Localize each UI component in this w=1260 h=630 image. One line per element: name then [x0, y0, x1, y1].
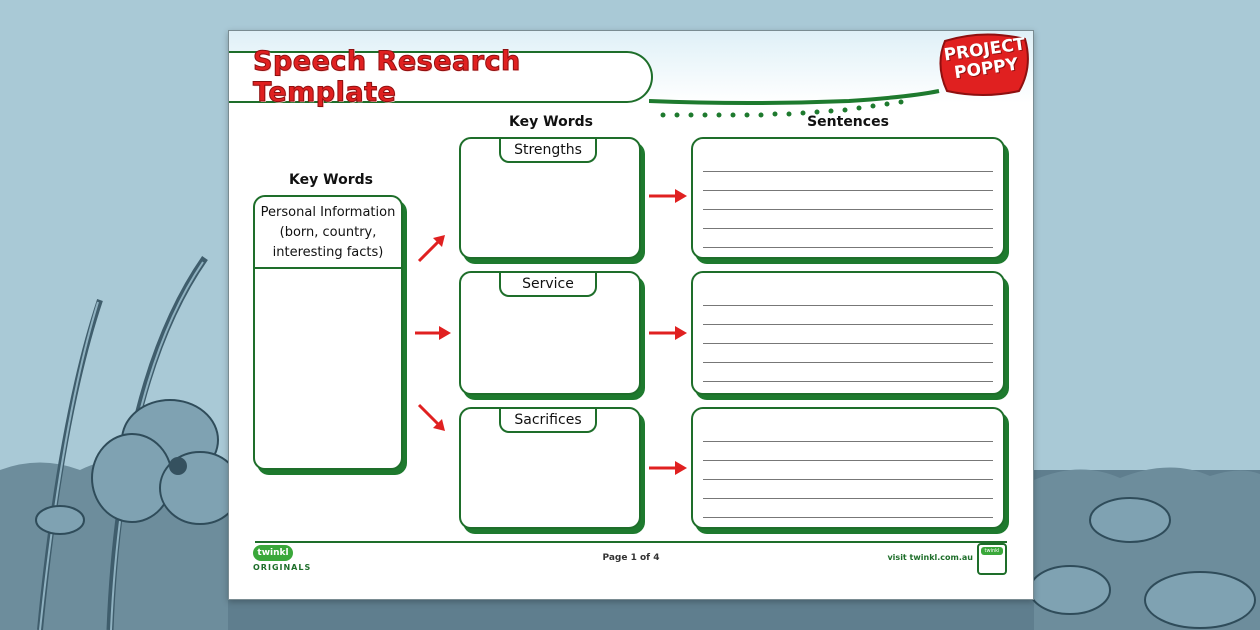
sacrifices-box	[459, 407, 641, 529]
title-banner	[229, 46, 653, 108]
strengths-box	[459, 137, 641, 259]
website-link[interactable]: visit twinkl.com.au	[887, 553, 973, 562]
writing-lines	[703, 287, 993, 382]
page-title: Speech Research Template	[253, 46, 521, 108]
service-box	[459, 271, 641, 395]
arrow-right-icon	[647, 323, 689, 343]
arrow-down-right-icon	[415, 401, 449, 435]
twinkl-logo-text: twinkl	[253, 545, 293, 561]
worksheet	[228, 30, 1034, 600]
left-heading: Key Words	[289, 172, 373, 188]
sacrifices-tab: Sacrifices	[499, 409, 597, 433]
personal-info-header	[255, 197, 401, 269]
service-tab: Service	[499, 273, 597, 297]
middle-heading: Key Words	[509, 114, 593, 130]
vine-decoration	[649, 61, 949, 121]
strengths-tab: Strengths	[499, 139, 597, 163]
right-heading: Sentences	[807, 114, 889, 130]
personal-info-line3: interesting facts)	[272, 245, 384, 260]
arrow-up-right-icon	[415, 231, 449, 265]
page-number: Page 1 of 4	[602, 553, 660, 563]
writing-lines	[703, 153, 993, 248]
sentences-box-3	[691, 407, 1005, 529]
arrow-right-icon	[647, 458, 689, 478]
quality-approved-badge	[977, 543, 1007, 575]
personal-info-line2: (born, country,	[279, 225, 377, 240]
originals-text: ORIGINALS	[253, 563, 312, 572]
sentences-box-1	[691, 137, 1005, 259]
arrow-right-icon	[413, 323, 453, 343]
sentences-box-2	[691, 271, 1005, 395]
personal-info-line1: Personal Information	[260, 205, 396, 220]
arrow-right-icon	[647, 186, 689, 206]
approved-badge-text: twinkl	[981, 547, 1003, 555]
logo-text: PROJECT POPPY	[942, 34, 1027, 84]
writing-lines	[703, 423, 993, 518]
personal-info-box	[253, 195, 403, 470]
footer-divider	[255, 541, 1007, 543]
